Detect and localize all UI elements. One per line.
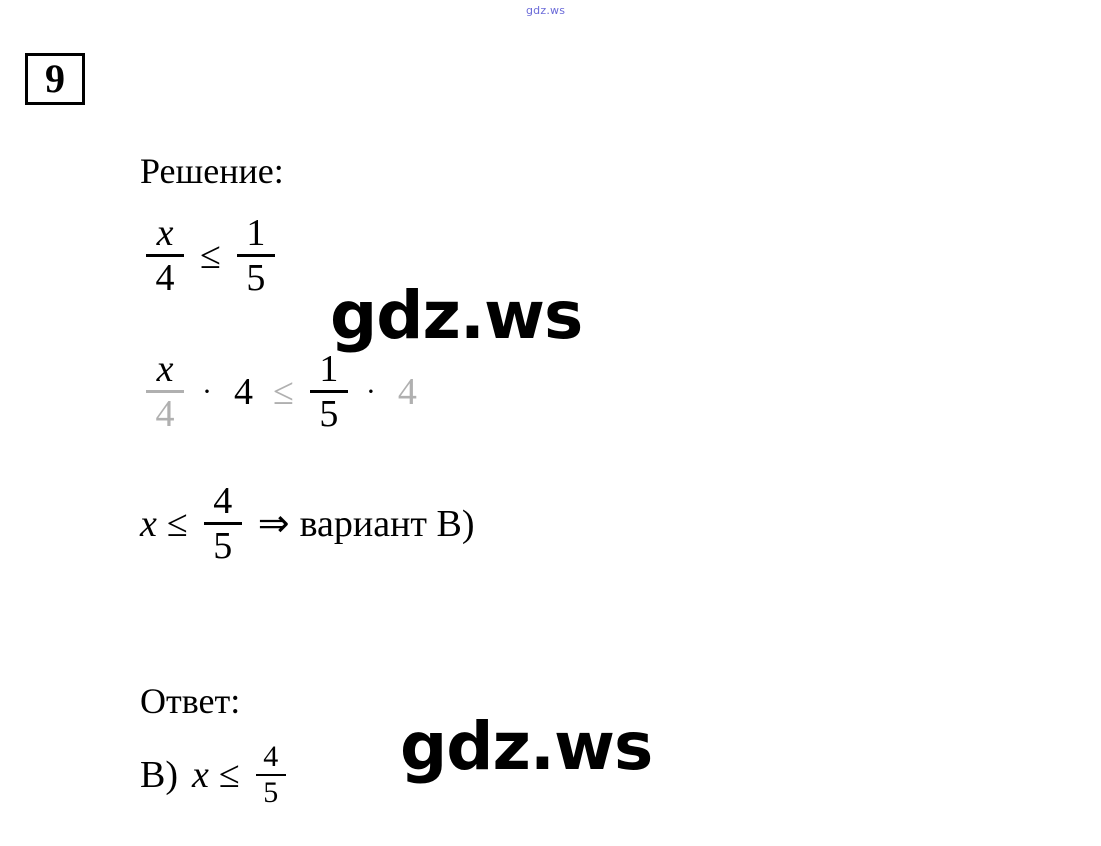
denominator: 5 (213, 525, 233, 567)
relation-operator: ≤ (200, 234, 221, 277)
multiplication-dot-2: · (365, 374, 376, 408)
variable-x: x (140, 502, 157, 545)
multiplication-dot: · (202, 374, 212, 408)
watermark-main-1: gdz.ws (330, 277, 583, 354)
numerator: 1 (246, 212, 266, 254)
fraction-1-over-5 (237, 212, 275, 299)
fraction-4-over-5 (256, 740, 286, 810)
denominator: 5 (263, 776, 279, 809)
top-watermark: gdz.ws (526, 4, 566, 17)
relation-operator: ≤ (218, 754, 240, 796)
denominator: 4 (155, 393, 175, 435)
numerator: x (156, 348, 174, 390)
denominator: 5 (319, 393, 339, 435)
variable-x: x (192, 754, 209, 796)
implies-arrow: ⇒ (257, 503, 290, 545)
task-number-box (25, 53, 85, 105)
fraction-x-over-4 (146, 212, 184, 299)
fraction-x-over-4 (146, 348, 184, 435)
answer-option: B) (140, 754, 178, 796)
answer-label: Ответ: (140, 681, 241, 721)
task-number: 9 (45, 56, 65, 101)
fraction-4-over-5 (204, 480, 242, 567)
math-row-1 (140, 212, 281, 299)
denominator: 4 (155, 257, 175, 299)
left-factor: 4 (234, 370, 253, 413)
numerator: 1 (319, 348, 339, 390)
math-row-2 (140, 348, 427, 435)
variant-text: вариант B) (299, 502, 475, 545)
denominator: 5 (246, 257, 266, 299)
math-row-4 (140, 740, 292, 810)
numerator: x (156, 212, 174, 254)
math-row-3 (140, 480, 475, 567)
right-factor: 4 (397, 370, 417, 413)
relation-operator: ≤ (273, 370, 294, 413)
solution-label: Решение: (140, 151, 284, 191)
numerator: 4 (263, 740, 279, 773)
numerator: 4 (213, 480, 233, 522)
watermark-main-2: gdz.ws (400, 708, 653, 785)
relation-operator: ≤ (166, 502, 188, 545)
fraction-1-over-5 (310, 348, 348, 435)
